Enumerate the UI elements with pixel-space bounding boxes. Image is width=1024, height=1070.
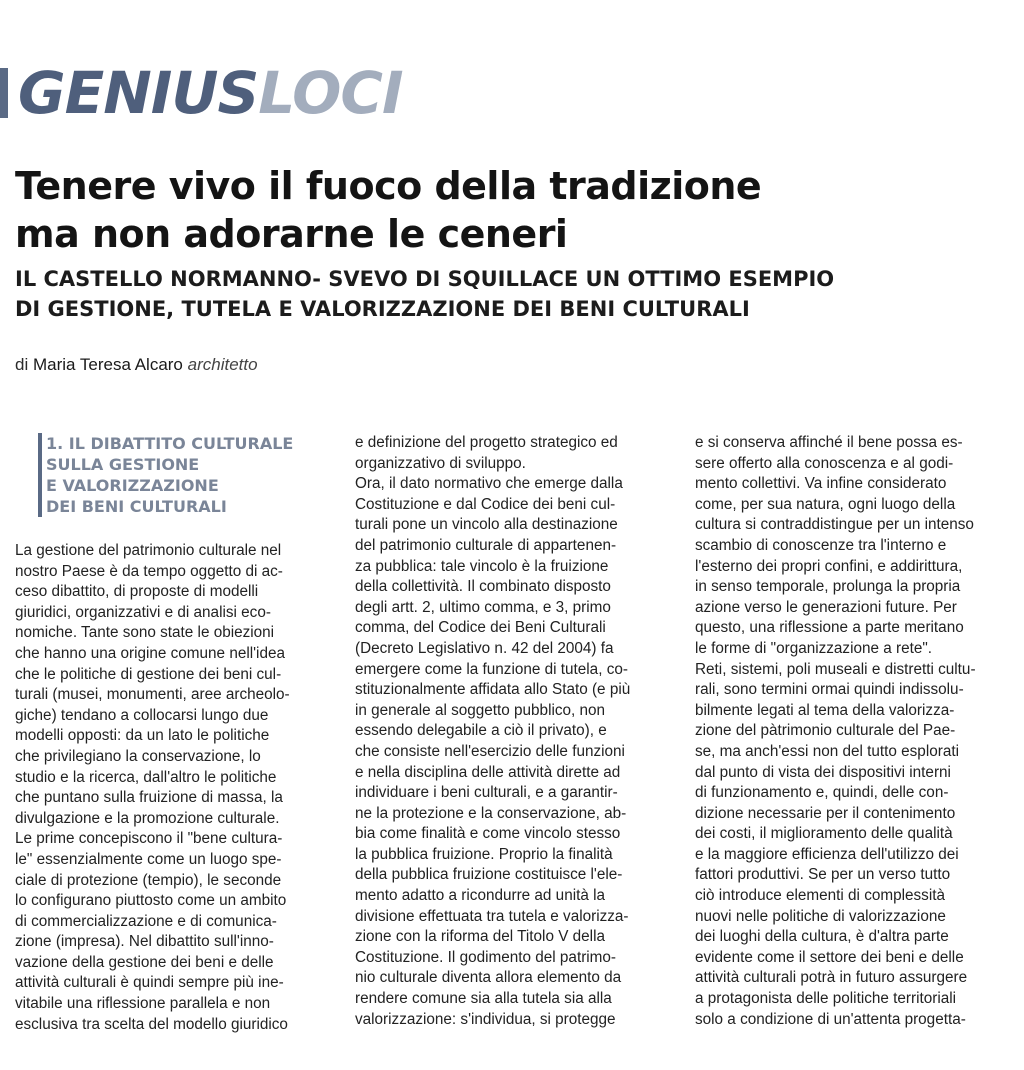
text-line: che le politiche di gestione dei beni cul-: [15, 665, 282, 683]
text-line: che hanno una origine comune nell'idea: [15, 644, 285, 662]
text-line: giuridici, organizzativi e di analisi eco-: [15, 603, 271, 621]
text-line: rendere comune sia alla tutela sia alla: [355, 990, 612, 1008]
text-line: se, ma anch'essi non del tutto esplorati: [695, 742, 959, 760]
text-line: Ora, il dato normativo che emerge dalla: [355, 475, 623, 493]
text-line: degli artt. 2, ultimo comma, e 3, primo: [355, 598, 611, 616]
text-line: zione (impresa). Nel dibattito sull'inno-: [15, 933, 274, 951]
text-line: le" essenzialmente come un luogo spe-: [15, 850, 282, 868]
text-line: vitabile una riflessione parallela e non: [15, 995, 271, 1013]
byline: [15, 355, 258, 375]
text-line: l'esterno dei propri confini, e addirittura,: [695, 557, 963, 575]
text-line: Costituzione. Il godimento del patrimo-: [355, 948, 617, 966]
text-line: azione verso le generazioni future. Per: [695, 598, 957, 616]
text-line: valorizzazione: s'individua, si protegge: [355, 1010, 616, 1028]
text-line: cultura si contraddistingue per un intenso: [695, 516, 974, 534]
article-title: [15, 162, 1015, 258]
text-line: evidente come il settore dei beni e delle: [695, 948, 964, 966]
text-line: essendo delegabile a ciò il privato), e: [355, 722, 607, 740]
text-line: attività culturali potrà in futuro assurgere: [695, 969, 968, 987]
text-line: che puntano sulla fruizione di massa, la: [15, 789, 283, 807]
text-line: individuare i beni culturali, e a garantir-: [355, 784, 618, 802]
text-line: e la maggiore efficienza dell'utilizzo dei: [695, 845, 959, 863]
section-heading-line: E VALORIZZAZIONE: [46, 476, 219, 495]
text-line: le forme di "organizzazione a rete".: [695, 639, 933, 657]
text-line: scambio di conoscenze tra l'interno e: [695, 536, 947, 554]
text-line: (Decreto Legislativo n. 42 del 2004) fa: [355, 639, 614, 657]
text-line: dal punto di vista dei dispositivi interni: [695, 763, 951, 781]
masthead-genius: GENIUS: [18, 59, 259, 127]
article-column-1: [15, 541, 335, 1035]
text-line: dei costi, il miglioramento delle qualità: [695, 825, 953, 843]
title-line: Tenere vivo il fuoco della tradizione: [15, 164, 762, 208]
byline-role: architetto: [187, 355, 258, 374]
text-line: turali (musei, monumenti, aree archeolo-: [15, 686, 290, 704]
byline-prefix: di: [15, 355, 29, 374]
text-line: rali, sono termini ormai quindi indissolu-: [695, 681, 964, 699]
text-line: Reti, sistemi, poli museali e distretti cultu-: [695, 660, 976, 678]
text-line: mento adatto a ricondurre ad unità la: [355, 887, 606, 905]
text-line: nomiche. Tante sono state le obiezioni: [15, 624, 275, 642]
text-line: di commercializzazione e di comunica-: [15, 912, 277, 930]
text-line: giche) tendano a collocarsi lungo due: [15, 706, 269, 724]
text-line: in generale al soggetto pubblico, non: [355, 701, 606, 719]
text-line: e si conserva affinché il bene possa es-: [695, 434, 963, 451]
text-line: attività culturali è quindi sempre più ine-: [15, 974, 284, 992]
text-line: sere offerto alla conoscenza e al godi-: [695, 454, 954, 472]
article-subtitle: [15, 264, 1015, 324]
text-line: turali pone un vincolo alla destinazione: [355, 516, 618, 534]
text-line: modelli opposti: da un lato le politiche: [15, 727, 270, 745]
text-line: come, per sua natura, ogni luogo della: [695, 495, 956, 513]
text-line: organizzativo di sviluppo.: [355, 454, 526, 472]
text-line: della collettività. Il combinato disposto: [355, 578, 611, 596]
masthead-loci: LOCI: [258, 59, 403, 127]
text-line: nio culturale diventa allora elemento da: [355, 969, 622, 987]
section-heading-line: 1. IL DIBATTITO CULTURALE: [46, 434, 294, 453]
text-line: stituzionalmente affidata allo Stato (e più: [355, 681, 631, 699]
text-line: che consiste nell'esercizio delle funzioni: [355, 742, 625, 760]
text-line: dei luoghi della cultura, è d'altra parte: [695, 928, 949, 946]
section-heading-line: DEI BENI CULTURALI: [46, 497, 227, 516]
text-line: Le prime concepiscono il "bene cultura-: [15, 830, 283, 848]
text-line: solo a condizione di un'attenta progetta-: [695, 1010, 966, 1028]
text-line: ciò introduce elementi di complessità: [695, 887, 945, 905]
article-column-2: [355, 433, 675, 1030]
text-line: della pubblica fruizione costituisce l'ele-: [355, 866, 623, 884]
text-line: lo configurano piuttosto come un ambito: [15, 892, 287, 910]
text-line: emergere come la funzione di tutela, co-: [355, 660, 628, 678]
text-line: mento collettivi. Va infine considerato: [695, 475, 947, 493]
text-line: bilmente legati al tema della valorizza-: [695, 701, 955, 719]
text-line: nuovi nelle politiche di valorizzazione: [695, 907, 946, 925]
section-heading: [38, 433, 326, 517]
text-line: divisione effettuata tra tutela e valorizza-: [355, 907, 629, 925]
masthead-bar: [0, 68, 8, 118]
text-line: za pubblica: tale vincolo è la fruizione: [355, 557, 609, 575]
title-line: ma non adorarne le ceneri: [15, 212, 568, 256]
text-line: di funzionamento e, quindi, delle con-: [695, 784, 949, 802]
text-line: dizione necessarie per il contenimento: [695, 804, 956, 822]
text-line: ceso dibattito, di proposte di modelli: [15, 583, 259, 601]
text-line: nostro Paese è da tempo oggetto di ac-: [15, 562, 283, 580]
text-line: la pubblica fruizione. Proprio la finalità: [355, 845, 613, 863]
text-line: La gestione del patrimonio culturale nel: [15, 542, 282, 559]
text-line: zione del pàtrimonio culturale del Pae-: [695, 722, 956, 740]
subtitle-line: IL CASTELLO NORMANNO- SVEVO DI SQUILLACE UN OTTIMO ESEMPIO: [15, 267, 835, 291]
text-line: fattori produttivi. Se per un verso tutto: [695, 866, 951, 884]
text-line: del patrimonio culturale di appartenen-: [355, 536, 617, 554]
text-line: che privilegiano la conservazione, lo: [15, 747, 261, 765]
text-line: ne la protezione e la conservazione, ab-: [355, 804, 627, 822]
section-heading-line: SULLA GESTIONE: [46, 455, 200, 474]
text-line: bia come finalità e come vincolo stesso: [355, 825, 621, 843]
text-line: comma, del Codice dei Beni Culturali: [355, 619, 606, 637]
text-line: studio e la ricerca, dall'altro le politiche: [15, 768, 277, 786]
text-line: esclusiva tra scelta del modello giuridico: [15, 1015, 288, 1033]
text-line: e definizione del progetto strategico ed: [355, 434, 618, 451]
text-line: vazione della gestione dei beni e delle: [15, 953, 274, 971]
subtitle-line: DI GESTIONE, TUTELA E VALORIZZAZIONE DEI BENI CULTURALI: [15, 297, 750, 321]
text-line: divulgazione e la promozione culturale.: [15, 809, 280, 827]
text-line: in senso temporale, prolunga la propria: [695, 578, 961, 596]
article-column-3: [695, 433, 1015, 1030]
text-line: ciale di protezione (tempio), le seconde: [15, 871, 282, 889]
text-line: zione con la riforma del Titolo V della: [355, 928, 605, 946]
text-line: a protagonista delle politiche territoriali: [695, 990, 957, 1008]
masthead: [0, 58, 403, 128]
byline-author: Maria Teresa Alcaro: [32, 355, 183, 374]
text-line: Costituzione e dal Codice dei beni cul-: [355, 495, 616, 513]
text-line: e nella disciplina delle attività dirette ad: [355, 763, 621, 781]
text-line: questo, una riflessione a parte meritano: [695, 619, 964, 637]
